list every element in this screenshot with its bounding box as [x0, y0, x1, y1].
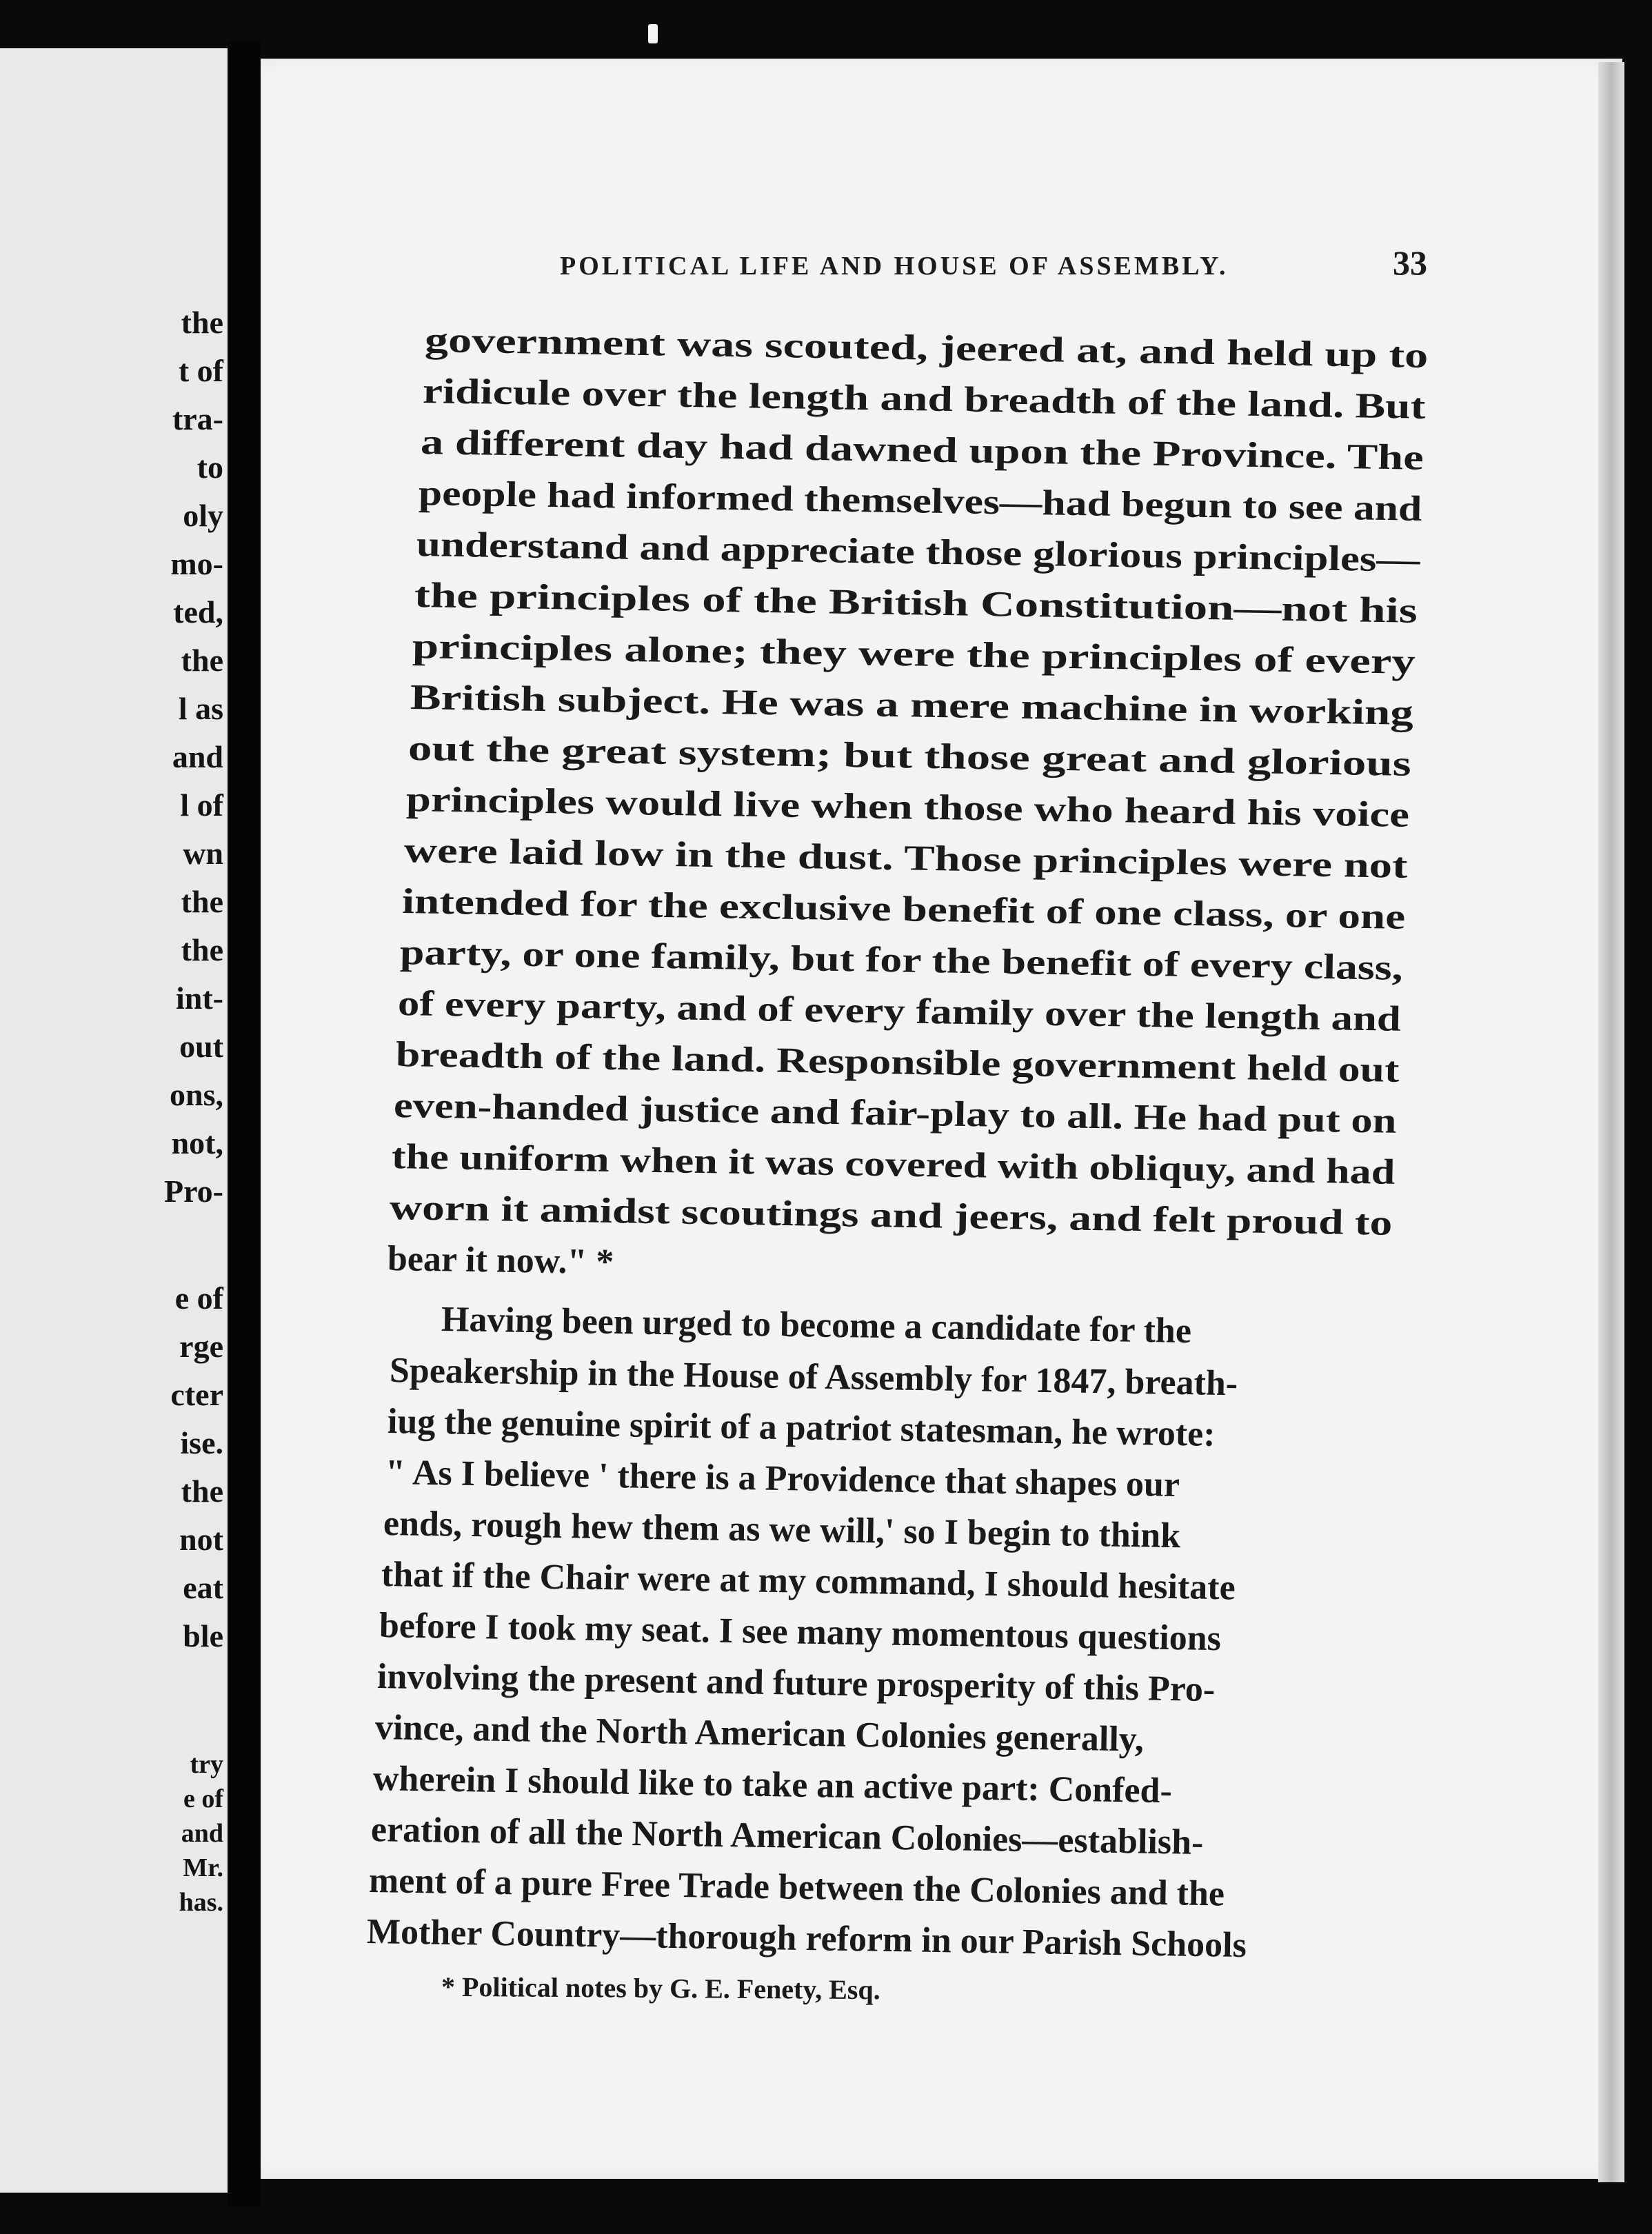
- body-line: a different day had dawned upon the Province. The: [420, 423, 1424, 478]
- body-line: Having been urged to become a candidate for the: [441, 1300, 1192, 1351]
- body-line: involving the present and future prosperity of this Pro-: [376, 1657, 1216, 1710]
- facing-page-line: tra-: [172, 401, 223, 436]
- facing-page-fragment: [0, 48, 228, 2193]
- footnote: * Political notes by G. E. Fenety, Esq.: [441, 1971, 880, 2006]
- body-line: breadth of the land. Responsible government held out: [395, 1035, 1400, 1090]
- body-line: worn it amidst scoutings and jeers, and felt proud to: [389, 1188, 1393, 1243]
- book-gutter: [228, 41, 261, 2206]
- facing-page-line: rge: [179, 1329, 223, 1364]
- facing-page-line: out: [179, 1029, 223, 1064]
- body-line: iug the genuine spirit of a patriot statesman, he wrote:: [387, 1402, 1216, 1454]
- body-line: wherein I should like to take an active part: Confed-: [372, 1759, 1173, 1811]
- body-line: ment of a pure Free Trade between the Colonies and the: [368, 1861, 1225, 1914]
- facing-page-line: ons,: [170, 1077, 223, 1112]
- body-line: that if the Chair were at my command, I should hesitate: [381, 1555, 1236, 1608]
- facing-page-line: the: [181, 884, 223, 919]
- facing-page-line: the: [181, 932, 223, 967]
- facing-page-line: int-: [176, 980, 223, 1016]
- facing-page-line: to: [197, 450, 223, 485]
- running-head: POLITICAL LIFE AND HOUSE OF ASSEMBLY.: [560, 252, 1229, 281]
- body-line: principles would live when those who heard his voice: [405, 780, 1410, 835]
- body-line: the principles of the British Constitution—not his: [414, 576, 1418, 631]
- facing-page-line: not: [179, 1522, 223, 1557]
- body-line: were laid low in the dust. Those principles were not: [403, 831, 1408, 886]
- facing-page-line: has.: [179, 1888, 223, 1917]
- body-line: principles alone; they were the principles of every: [412, 627, 1416, 682]
- facing-page-line: wn: [183, 836, 223, 871]
- facing-page-line: ise.: [180, 1425, 223, 1460]
- body-line: the uniform when it was covered with obliquy, and had: [391, 1137, 1396, 1192]
- facing-page-line: the: [181, 1473, 223, 1509]
- facing-page-line: e of: [183, 1784, 223, 1813]
- body-line: British subject. He was a mere machine in working: [410, 678, 1414, 733]
- body-line: of every party, and of every family over the length and: [397, 984, 1402, 1039]
- facing-page-line: e of: [174, 1280, 223, 1316]
- scan-artifact: [648, 24, 658, 43]
- body-line: out the great system; but those great and glorious: [407, 729, 1412, 784]
- facing-page-line: cter: [170, 1377, 223, 1412]
- facing-page-line: t of: [178, 353, 223, 388]
- facing-page-line: l as: [178, 691, 223, 726]
- page-edge: [1598, 62, 1624, 2182]
- facing-page-line: the: [181, 643, 223, 678]
- body-line: government was scouted, jeered at, and held up to: [424, 321, 1429, 376]
- body-line: vince, and the North American Colonies generally,: [374, 1708, 1145, 1760]
- body-line: party, or one family, but for the benefit of every class,: [399, 933, 1404, 988]
- page-number: 33: [1393, 243, 1427, 282]
- facing-page-line: ble: [183, 1618, 223, 1653]
- facing-page-line: not,: [171, 1125, 223, 1160]
- facing-page-line: eat: [183, 1570, 223, 1605]
- facing-page-line: and: [172, 739, 223, 774]
- body-line: eration of all the North American Colonies—establish-: [370, 1810, 1204, 1862]
- body-line: before I took my seat. I see many momentous questions: [379, 1606, 1222, 1659]
- facing-page-line: oly: [183, 498, 223, 533]
- body-line: intended for the exclusive benefit of one class, or one: [401, 882, 1406, 937]
- facing-page-line: mo-: [170, 546, 223, 581]
- body-line: bear it now." *: [387, 1239, 614, 1282]
- body-line: understand and appreciate those glorious principles—: [416, 525, 1420, 580]
- facing-page-line: l of: [180, 787, 223, 823]
- body-line: ends, rough hew them as we will,' so I begin to think: [383, 1504, 1181, 1556]
- facing-page-line: Pro-: [163, 1174, 223, 1209]
- body-line: Mother Country—thorough reform in our Parish Schools: [366, 1912, 1247, 1966]
- body-line: ridicule over the length and breadth of the land. But: [422, 372, 1426, 427]
- body-line: people had informed themselves—had begun to see and: [418, 474, 1422, 529]
- facing-page-line: the: [181, 305, 223, 340]
- body-line: Speakership in the House of Assembly for 1847, breath-: [389, 1351, 1238, 1404]
- facing-page-line: and: [181, 1819, 223, 1848]
- body-line: " As I believe ' there is a Providence that shapes our: [385, 1453, 1180, 1505]
- facing-page-line: ted,: [173, 594, 223, 630]
- facing-page-line: try: [190, 1750, 223, 1779]
- facing-page-line: Mr.: [183, 1853, 223, 1882]
- body-line: even-handed justice and fair-play to all. He had put on: [393, 1086, 1397, 1141]
